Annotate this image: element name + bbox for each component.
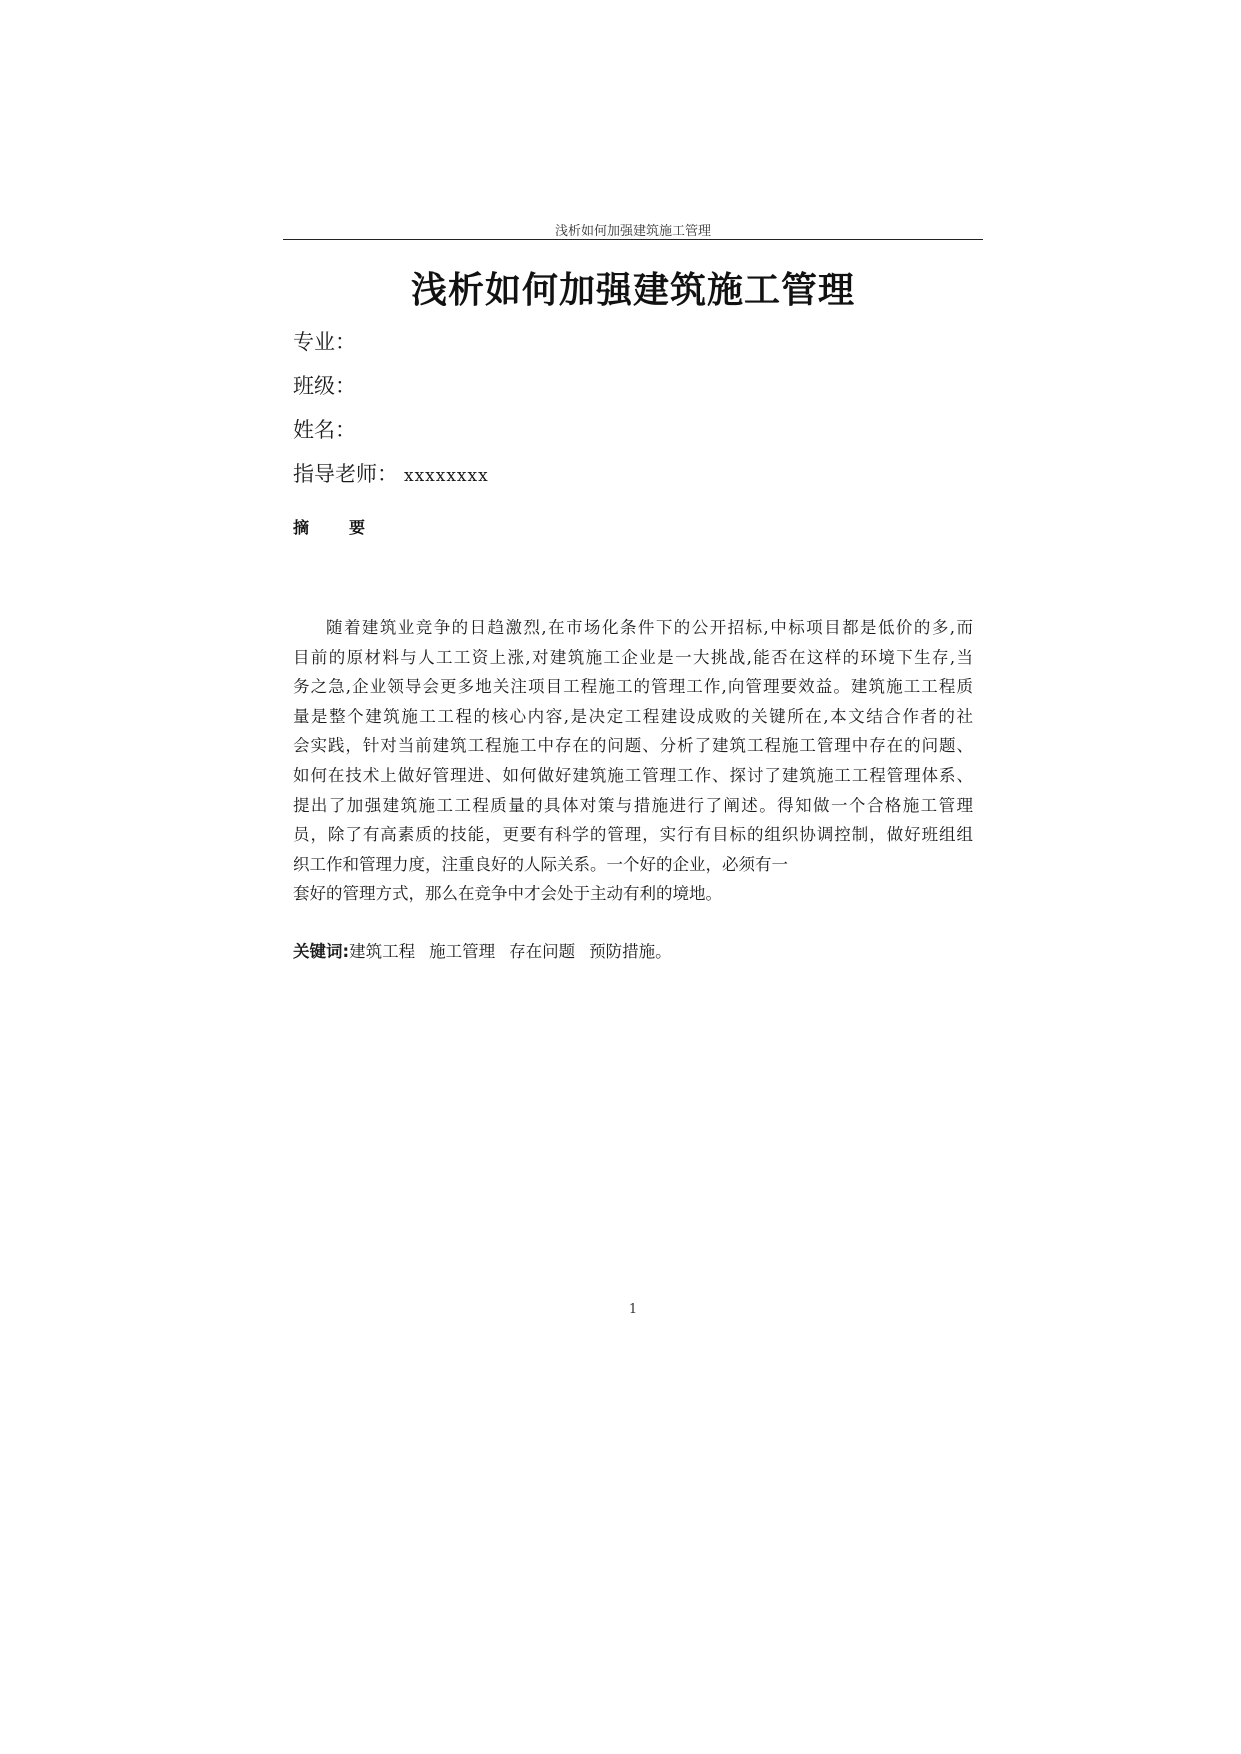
abstract-line: 务之急,企业领导会更多地关注项目工程施工的管理工作,向管理要效益。建筑施工工程质 xyxy=(293,677,973,697)
advisor-value: xxxxxxxx xyxy=(404,466,489,486)
running-header: 浅析如何加强建筑施工管理 xyxy=(554,224,711,239)
abstract-line: 量是整个建筑施工工程的核心内容,是决定工程建设成败的关键所在,本文结合作者的社 xyxy=(293,706,973,726)
name-label: 姓名： xyxy=(293,418,356,442)
abstract-line: 织工作和管理力度，注重良好的人际关系。一个好的企业，必须有一 xyxy=(293,854,788,874)
keyword-item: 建筑工程 xyxy=(349,942,416,961)
abstract-line: 如何在技术上做好管理进、如何做好建筑施工管理工作、探讨了建筑施工工程管理体系、 xyxy=(293,765,973,785)
abstract-line: 目前的原材料与人工工资上涨,对建筑施工企业是一大挑战,能否在这样的环境下生存,当 xyxy=(293,647,973,667)
class-field xyxy=(293,370,362,400)
keywords-label: 关键词: xyxy=(293,942,350,961)
abstract-body xyxy=(293,613,973,909)
document-title: 浅析如何加强建筑施工管理 xyxy=(410,270,855,311)
keyword-item: 施工管理 xyxy=(429,942,496,961)
major-label: 专业： xyxy=(293,330,356,354)
major-field xyxy=(293,326,362,356)
abstract-line: 会实践，针对当前建筑工程施工中存在的问题、分析了建筑工程施工管理中存在的问题、 xyxy=(293,736,973,756)
name-field xyxy=(293,414,362,444)
header-divider xyxy=(283,239,983,240)
abstract-heading-char-1: 摘 xyxy=(293,518,310,537)
advisor-field xyxy=(293,458,489,488)
page-number: 1 xyxy=(628,1302,638,1317)
keyword-item: 预防措施。 xyxy=(589,942,672,961)
keywords-line xyxy=(293,938,686,962)
class-label: 班级： xyxy=(293,374,356,398)
abstract-line: 员，除了有高素质的技能，更要有科学的管理，实行有目标的组织协调控制，做好班组组 xyxy=(293,825,973,845)
abstract-heading xyxy=(293,515,365,538)
abstract-line: 套好的管理方式，那么在竞争中才会处于主动有利的境地。 xyxy=(293,884,722,904)
abstract-heading-char-2: 要 xyxy=(349,518,366,537)
abstract-line: 提出了加强建筑施工工程质量的具体对策与措施进行了阐述。得知做一个合格施工管理 xyxy=(293,795,973,815)
abstract-line: 随着建筑业竞争的日趋激烈,在市场化条件下的公开招标,中标项目都是低价的多,而 xyxy=(326,618,973,637)
advisor-label: 指导老师： xyxy=(293,462,398,486)
keyword-item: 存在问题 xyxy=(509,942,576,961)
